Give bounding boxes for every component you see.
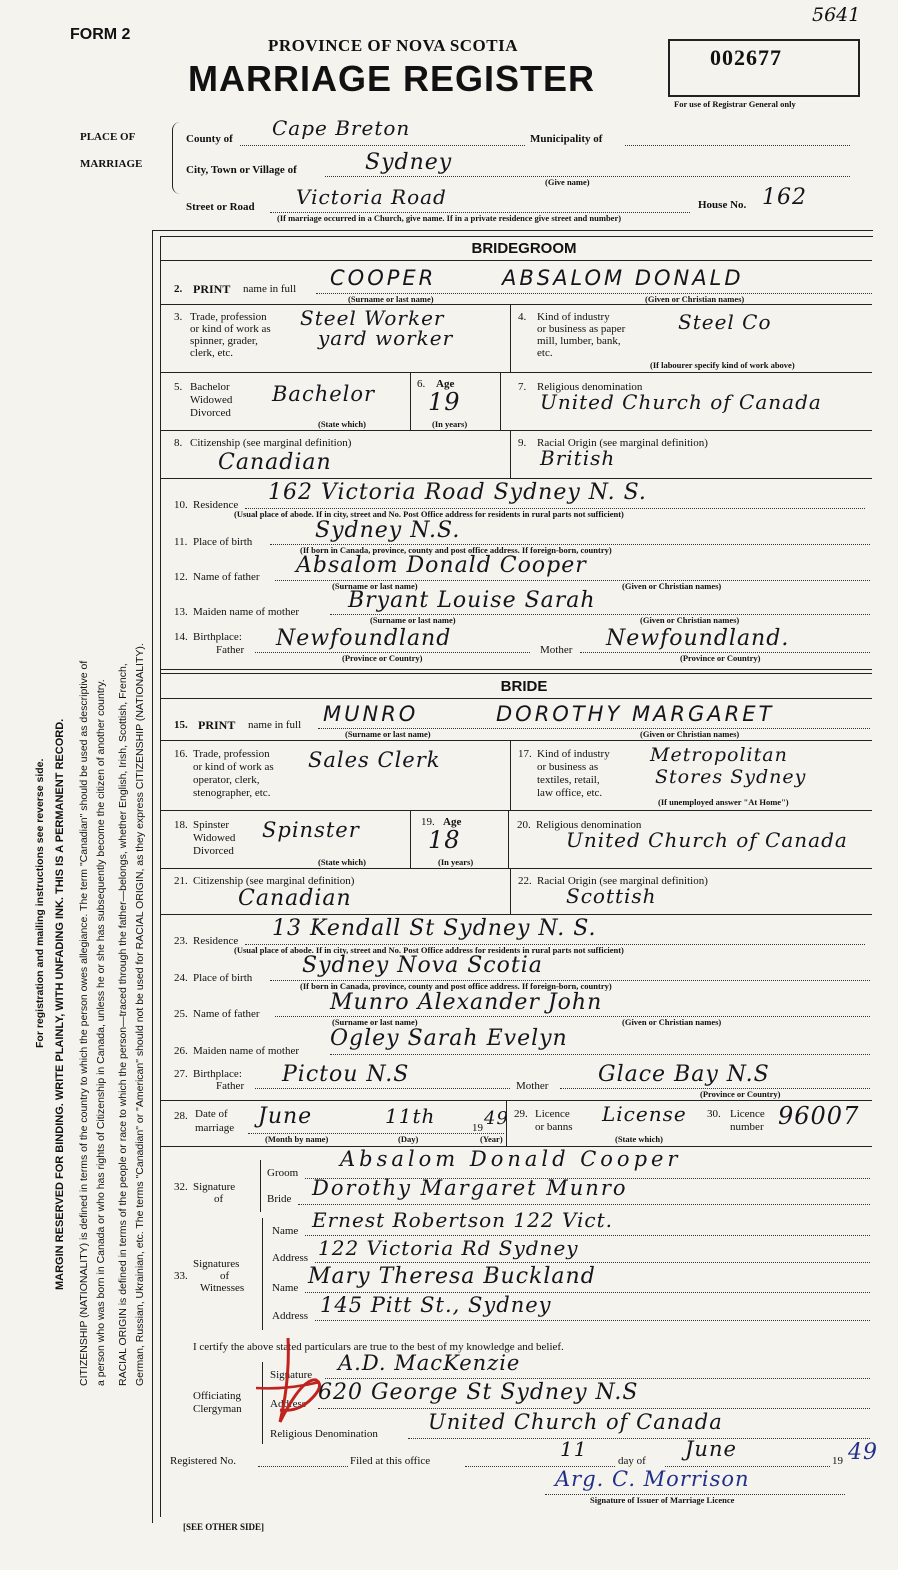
rule xyxy=(510,304,511,372)
witness2-address-label: Address xyxy=(272,1310,309,1322)
given-note: (Given or Christian names) xyxy=(640,729,740,739)
rule xyxy=(160,740,872,741)
item-number: 23. xyxy=(174,935,188,947)
day-note: (Day) xyxy=(398,1134,419,1144)
item-number: 18. xyxy=(174,819,188,831)
city-label: City, Town or Village of xyxy=(186,164,297,176)
street-value: Victoria Road xyxy=(296,185,447,209)
given-note: (Given or Christian names) xyxy=(640,615,740,625)
bride-racial-origin: Scottish xyxy=(566,884,657,908)
item-number: 10. xyxy=(174,499,188,511)
bride-mother-birthplace: Glace Bay N.S xyxy=(598,1062,770,1087)
rule xyxy=(508,810,509,868)
mother-label: Maiden name of mother xyxy=(193,1045,299,1057)
rule xyxy=(255,1088,510,1089)
surname-note: (Surname or last name) xyxy=(332,581,418,591)
groom-birthplace: Sydney N.S. xyxy=(315,518,461,543)
item-number: 22. xyxy=(518,875,532,887)
item-number: 17. xyxy=(518,748,532,760)
witness-label-2: of xyxy=(220,1270,230,1282)
trade-label-4: clerk, etc. xyxy=(190,347,234,359)
province-note: (Province or Country) xyxy=(700,1089,781,1099)
bride-birthplace: Sydney Nova Scotia xyxy=(302,953,543,978)
item-number: 15. xyxy=(174,719,188,731)
margin-citizenship-def-2: a person who was born in Canada or who has rights of Citizenship in Canada, unless he or she has subsequently become the citizen of another country. xyxy=(95,679,107,1386)
groom-mother: Bryant Louise Sarah xyxy=(348,588,596,613)
margin-racial-def-2: German, Russian, Ukrainian, etc. The terms "Canadian" or "American" should not be used for RACIAL ORIGIN, as they express CITIZENSHIP (NATIONALITY). xyxy=(134,643,146,1386)
groom-religion: United Church of Canada xyxy=(540,390,822,414)
date-label-2: marriage xyxy=(195,1122,235,1134)
industry-label-3: textiles, retail, xyxy=(537,774,600,786)
rule xyxy=(510,740,511,810)
licence-number: 96007 xyxy=(778,1102,860,1130)
surname-note: (Surname or last name) xyxy=(332,1017,418,1027)
groom-age: 19 xyxy=(428,388,461,416)
item-number: 8. xyxy=(174,437,183,449)
print-label: PRINT xyxy=(198,718,236,732)
rule xyxy=(325,1378,870,1379)
margin-binding-note: MARGIN RESERVED FOR BINDING. WRITE PLAINLY, WITH UNFADING INK. THIS IS A PERMANENT RECORD. xyxy=(54,718,66,1290)
given-note: (Given or Christian names) xyxy=(645,294,745,304)
rule xyxy=(318,1408,870,1409)
item-number: 21. xyxy=(174,875,188,887)
citizenship-label: Citizenship (see marginal definition) xyxy=(193,875,355,887)
birthplace-note: (If born in Canada, province, county and post office address. If foreign-born, country) xyxy=(300,981,612,991)
item-number: 16. xyxy=(174,748,188,760)
bride-marital-status: Spinster xyxy=(262,818,360,842)
rule xyxy=(160,914,872,915)
registered-no-label: Registered No. xyxy=(170,1455,236,1467)
date-label-1: Date of xyxy=(195,1108,228,1120)
registrar-note: For use of Registrar General only xyxy=(674,99,796,109)
state-which-note: (State which) xyxy=(318,419,366,429)
groom-signature: Absalom Donald Cooper xyxy=(340,1147,682,1171)
province-heading: PROVINCE OF NOVA SCOTIA xyxy=(268,36,519,55)
racial-label: Racial Origin (see marginal definition) xyxy=(537,875,708,887)
municipality-line xyxy=(625,145,850,146)
item-number: 14. xyxy=(174,631,188,643)
industry-label-2: or business as xyxy=(537,761,599,773)
street-label: Street or Road xyxy=(186,201,255,213)
marriage-month: June xyxy=(258,1104,313,1129)
status-label-2: Widowed xyxy=(193,832,236,844)
city-value: Sydney xyxy=(365,150,453,175)
groom-father-birthplace: Newfoundland xyxy=(276,626,452,651)
clergy-denomination: United Church of Canada xyxy=(428,1410,723,1434)
filed-month: June xyxy=(685,1437,737,1461)
bride-given-names: DOROTHY MARGARET xyxy=(496,702,775,726)
item-number: 20. xyxy=(517,819,531,831)
licence-number-label-2: number xyxy=(730,1121,764,1133)
marriage-label: MARRIAGE xyxy=(80,158,143,170)
status-label-3: Divorced xyxy=(193,845,234,857)
status-label-1: Spinster xyxy=(193,819,230,831)
trade-label-4: stenographer, etc. xyxy=(193,787,271,799)
industry-label-1: Kind of industry xyxy=(537,748,610,760)
bride-citizenship: Canadian xyxy=(238,886,352,911)
trade-label-3: operator, clerk, xyxy=(193,774,260,786)
clergy-label-2: Clergyman xyxy=(193,1403,242,1415)
birthplace-label: Place of birth xyxy=(193,536,253,548)
house-value: 162 xyxy=(762,185,807,210)
marriage-day: 11th xyxy=(385,1104,436,1128)
clergy-label-1: Officiating xyxy=(193,1390,242,1402)
rule xyxy=(160,430,872,431)
place-of-label: PLACE OF xyxy=(80,131,136,143)
given-note: (Given or Christian names) xyxy=(622,581,722,591)
industry-label-1: Kind of industry xyxy=(537,311,610,323)
bride-sig-label: Bride xyxy=(267,1193,292,1205)
witness1-name-label: Name xyxy=(272,1225,299,1237)
filed-year: 49 xyxy=(848,1440,878,1465)
rule xyxy=(408,1438,870,1439)
groom-trade-1: Steel Worker xyxy=(300,306,445,330)
groom-industry: Steel Co xyxy=(678,310,772,334)
trade-label-2: or kind of work as xyxy=(190,323,271,335)
page-title: MARRIAGE REGISTER xyxy=(188,58,596,99)
certify-statement: I certify the above stated particulars are true to the best of my knowledge and belief. xyxy=(193,1341,564,1353)
residence-label: Residence xyxy=(193,499,239,511)
bride-father-birthplace: Pictou N.S xyxy=(282,1062,410,1087)
item-number: 26. xyxy=(174,1045,188,1057)
rule xyxy=(160,669,872,670)
birthplace-parents-label: Birthplace: xyxy=(193,631,242,643)
age-label: Age xyxy=(443,816,462,828)
margin-citizenship-def-1: CITIZENSHIP (NATIONALITY) is defined in terms of the country to which the person owes allegiance. The term "Canadian" should be used as descriptive of xyxy=(78,660,90,1386)
item-number: 2. xyxy=(174,283,183,295)
clergy-address: 620 George St Sydney N.S xyxy=(318,1380,639,1405)
industry-label-3: mill, lumber, bank, xyxy=(537,335,621,347)
bride-industry-1: Metropolitan xyxy=(650,744,788,766)
item-number: 11. xyxy=(174,536,188,548)
county-value: Cape Breton xyxy=(272,116,411,140)
groom-mother-birthplace: Newfoundland. xyxy=(606,626,790,651)
rule xyxy=(160,1100,872,1101)
bridegroom-heading: BRIDEGROOM xyxy=(471,240,577,257)
licence-or-banns: License xyxy=(602,1102,687,1126)
in-years-note: (In years) xyxy=(432,419,468,429)
rule xyxy=(160,372,872,373)
marriage-year: 49 xyxy=(484,1108,509,1129)
groom-father: Absalom Donald Cooper xyxy=(296,553,587,578)
licence-label-1: Licence xyxy=(535,1108,570,1120)
bride-father: Munro Alexander John xyxy=(330,990,603,1015)
rule xyxy=(160,698,872,699)
item-number: 12. xyxy=(174,571,188,583)
rule xyxy=(330,1054,870,1055)
item-number: 9. xyxy=(518,437,527,449)
state-which-note: (State which) xyxy=(615,1134,663,1144)
issuer-signature: Arg. C. Morrison xyxy=(555,1467,750,1491)
religion-label: Religious denomination xyxy=(537,381,643,393)
witness2-name: Mary Theresa Buckland xyxy=(308,1264,596,1289)
house-label: House No. xyxy=(698,199,747,211)
item-number: 5. xyxy=(174,381,183,393)
witness2-name-label: Name xyxy=(272,1282,299,1294)
filed-day: 11 xyxy=(560,1437,588,1461)
witness2-address: 145 Pitt St., Sydney xyxy=(320,1293,552,1317)
clergy-address-label: Address xyxy=(270,1398,307,1410)
item-number: 6. xyxy=(417,378,426,390)
item-number: 32. xyxy=(174,1181,188,1193)
year-note: (Year) xyxy=(480,1134,503,1144)
item-number: 33. xyxy=(174,1270,188,1282)
signature-of-label-2: of xyxy=(214,1193,224,1205)
trade-label-3: spinner, grader, xyxy=(190,335,258,347)
item-number: 29. xyxy=(514,1108,528,1120)
rule xyxy=(506,1100,507,1146)
item-number: 7. xyxy=(518,381,527,393)
industry-label-4: law office, etc. xyxy=(537,787,603,799)
residence-label: Residence xyxy=(193,935,239,947)
in-years-note: (In years) xyxy=(438,857,474,867)
groom-sig-label: Groom xyxy=(267,1167,299,1179)
father-sub-label: Father xyxy=(216,1080,245,1092)
rule xyxy=(500,372,501,430)
groom-residence: 162 Victoria Road Sydney N. S. xyxy=(268,480,647,505)
item-number: 3. xyxy=(174,311,183,323)
rule xyxy=(410,810,411,868)
county-label: County of xyxy=(186,133,233,145)
see-other-side: [SEE OTHER SIDE] xyxy=(183,1522,265,1532)
bride-industry-2: Stores Sydney xyxy=(655,766,807,788)
rule xyxy=(510,868,511,914)
filed-label: Filed at this office xyxy=(350,1455,431,1467)
rule xyxy=(160,478,872,479)
signature-of-label-1: Signature xyxy=(193,1181,236,1193)
rule xyxy=(315,1320,870,1321)
item-number: 24. xyxy=(174,972,188,984)
racial-label: Racial Origin (see marginal definition) xyxy=(537,437,708,449)
margin-racial-def-1: RACIAL ORIGIN is defined in terms of the people or race to which the person—traced through the father—belongs, whether English, Irish, Scottish, French, xyxy=(117,663,129,1386)
year-prefix: 19 xyxy=(472,1122,483,1134)
surname-note: (Surname or last name) xyxy=(348,294,434,304)
bride-age: 18 xyxy=(428,826,461,854)
bride-trade: Sales Clerk xyxy=(308,748,441,772)
bride-mother: Ogley Sarah Evelyn xyxy=(330,1026,568,1051)
rule xyxy=(160,260,872,261)
witness1-name: Ernest Robertson 122 Vict. xyxy=(312,1208,614,1232)
witness1-address-label: Address xyxy=(272,1252,309,1264)
province-note: (Province or Country) xyxy=(342,653,423,663)
rule xyxy=(258,1466,348,1467)
birthplace-parents-label: Birthplace: xyxy=(193,1068,242,1080)
surname-note: (Surname or last name) xyxy=(345,729,431,739)
item-number: 4. xyxy=(518,311,527,323)
birthplace-label: Place of birth xyxy=(193,972,253,984)
residence-note: (Usual place of abode. If in city, street and No. Post Office address for residents in rural parts not sufficient) xyxy=(234,509,624,519)
name-in-full-label: name in full xyxy=(248,719,302,731)
rule xyxy=(410,372,411,430)
bride-residence: 13 Kendall St Sydney N. S. xyxy=(272,916,597,941)
industry-label-4: etc. xyxy=(537,347,553,359)
clergy-signature-label: Signature xyxy=(270,1369,313,1381)
rule xyxy=(160,304,872,305)
province-note: (Province or Country) xyxy=(680,653,761,663)
give-name-note: (Give name) xyxy=(545,177,590,187)
print-label: PRINT xyxy=(193,282,231,296)
rule xyxy=(160,868,872,869)
state-which-note: (State which) xyxy=(318,857,366,867)
witness-bracket xyxy=(262,1218,269,1330)
form-number: FORM 2 xyxy=(70,26,131,43)
item-number: 25. xyxy=(174,1008,188,1020)
given-note: (Given or Christian names) xyxy=(622,1017,722,1027)
residence-note: (Usual place of abode. If in city, street and No. Post Office address for residents in rural parts not sufficient) xyxy=(234,945,624,955)
month-note: (Month by name) xyxy=(265,1134,329,1144)
status-label-3: Divorced xyxy=(190,407,231,419)
birthplace-note: (If born in Canada, province, county and post office address. If foreign-born, country) xyxy=(300,545,612,555)
item-number: 28. xyxy=(174,1110,188,1122)
rule xyxy=(160,810,872,811)
groom-citizenship: Canadian xyxy=(218,450,332,475)
licence-label-2: or banns xyxy=(535,1121,573,1133)
labourer-note: (If labourer specify kind of work above) xyxy=(650,360,795,370)
rule xyxy=(510,430,511,478)
age-label: Age xyxy=(436,378,455,390)
margin-registration-note: For registration and mailing instructions see reverse side. xyxy=(34,758,46,1048)
red-check-mark xyxy=(250,1330,340,1430)
father-sub-label: Father xyxy=(216,644,245,656)
father-label: Name of father xyxy=(193,1008,260,1020)
status-label-1: Bachelor xyxy=(190,381,230,393)
groom-marital-status: Bachelor xyxy=(272,382,376,406)
name-in-full-label: name in full xyxy=(243,283,297,295)
registrar-number: 002677 xyxy=(710,45,782,70)
trade-label-1: Trade, profession xyxy=(190,311,267,323)
mother-label: Maiden name of mother xyxy=(193,606,299,618)
mother-sub-label: Mother xyxy=(540,644,573,656)
groom-given-names: ABSALOM DONALD xyxy=(502,266,744,290)
unemployed-note: (If unemployed answer "At Home") xyxy=(658,797,789,807)
father-label: Name of father xyxy=(193,571,260,583)
item-number: 19. xyxy=(421,816,435,828)
issuer-label: Signature of Issuer of Marriage Licence xyxy=(590,1495,735,1505)
surname-note: (Surname or last name) xyxy=(370,615,456,625)
clergy-signature: A.D. MacKenzie xyxy=(338,1351,521,1375)
trade-label-1: Trade, profession xyxy=(193,748,270,760)
place-brace xyxy=(172,122,181,194)
licence-number-label-1: Licence xyxy=(730,1108,765,1120)
rule xyxy=(160,673,872,674)
bride-surname: MUNRO xyxy=(323,702,419,726)
groom-racial-origin: British xyxy=(540,446,616,470)
groom-surname: COOPER xyxy=(330,266,437,290)
place-note: (If marriage occurred in a Church, give name. If in a private residence give street and number) xyxy=(277,213,622,223)
witness1-address: 122 Victoria Rd Sydney xyxy=(318,1236,579,1260)
item-number: 13. xyxy=(174,606,188,618)
religion-label: Religious denomination xyxy=(536,819,642,831)
signature-bracket xyxy=(260,1160,267,1212)
witness-label-1: Signatures xyxy=(193,1258,240,1270)
year-prefix: 19 xyxy=(832,1455,843,1467)
rule xyxy=(298,1204,870,1205)
day-of-label: day of xyxy=(618,1455,646,1467)
bride-religion: United Church of Canada xyxy=(566,828,848,852)
item-number: 30. xyxy=(707,1108,721,1120)
mother-sub-label: Mother xyxy=(516,1080,549,1092)
status-label-2: Widowed xyxy=(190,394,233,406)
witness-label-3: Witnesses xyxy=(200,1282,245,1294)
item-number: 27. xyxy=(174,1068,188,1080)
county-line xyxy=(240,145,525,146)
citizenship-label: Citizenship (see marginal definition) xyxy=(190,437,352,449)
bride-signature: Dorothy Margaret Munro xyxy=(312,1176,628,1200)
groom-trade-2: yard worker xyxy=(318,326,454,350)
corner-note: 5641 xyxy=(812,4,861,26)
clergy-denomination-label: Religious Denomination xyxy=(270,1428,378,1440)
municipality-label: Municipality of xyxy=(530,133,603,145)
rule xyxy=(315,1262,870,1263)
industry-label-2: or business as paper xyxy=(537,323,626,335)
trade-label-2: or kind of work as xyxy=(193,761,274,773)
bride-heading: BRIDE xyxy=(500,678,548,695)
